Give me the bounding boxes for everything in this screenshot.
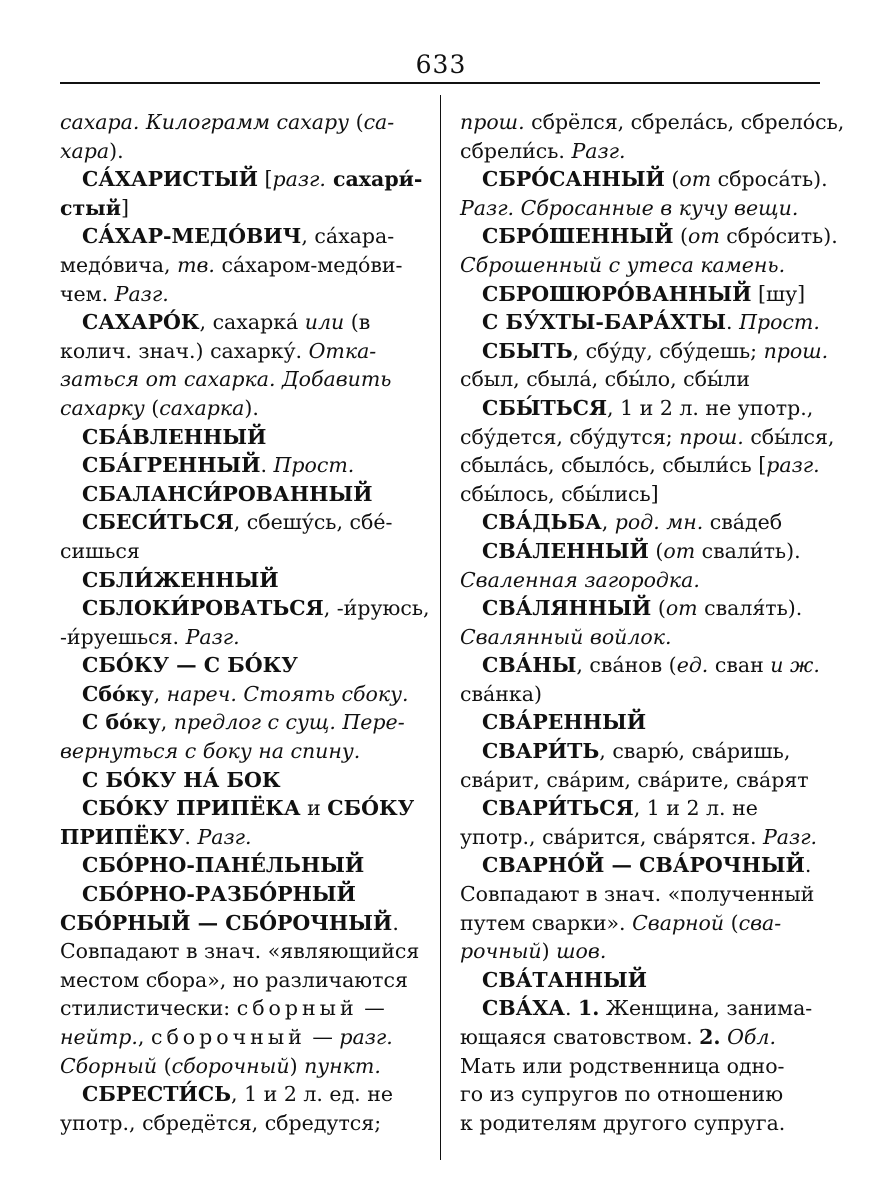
entry-text: , [153,681,167,706]
dictionary-entry [460,222,838,279]
dictionary-entry [60,708,422,765]
entry-line [460,537,820,566]
entry-text: ) [289,1053,305,1078]
headword: САХАРО́К [82,310,200,335]
label-italic: тв. [177,252,215,277]
entry-text: , -и́руюсь, [323,596,430,621]
entry-text: ( [144,395,160,420]
entry-line [60,680,422,709]
label-italic: Обл. [727,1025,776,1049]
dictionary-entry [60,880,422,909]
headword: СБЕСИ́ТЬСЯ [82,510,234,535]
label-italic: Отка- [308,338,377,363]
entry-line [460,365,820,394]
entry-line [60,823,422,852]
headword: СБО́РНО-РАЗБО́РНЫЙ [82,882,356,907]
label-italic: Разг. [571,138,626,163]
label-italic: Разг. [763,824,818,849]
headword: СБА́ГРЕННЫЙ [82,453,261,478]
dictionary-entry [60,1080,422,1137]
label-italic: шов. [556,939,607,964]
dictionary-entry [460,994,820,1137]
dictionary-entry [460,108,845,165]
headword: СБРО́ШЕННЫЙ [482,224,674,249]
entry-text: , 1 и 2 л. не употр., [607,395,814,420]
entry-text: сбыла́сь, сбыло́сь, сбыли́сь [ [460,453,767,478]
entry-text: , сбешу́сь, сбе́- [233,510,393,535]
entry-text: ( [673,224,688,249]
entry-line [460,594,820,623]
label-italic: от [663,538,696,563]
entry-text: . [564,996,578,1021]
headword: СВА́ХА [482,996,565,1021]
headword: СБА́ВЛЕННЫЙ [82,424,267,449]
entry-text: , [160,710,174,735]
headword: СА́ХАРИСТЫЙ [82,167,258,192]
entry-line [60,1052,422,1081]
entry-text: сбы́лся, [743,424,835,449]
entry-text: сва́нка) [460,681,542,706]
entry-line [460,651,820,680]
entry-line [460,508,820,537]
entry-line [460,280,820,309]
entry-line [460,337,829,366]
entry-text: (в [344,310,371,335]
entry-line [60,308,422,337]
entry-text: Мать или родственница одно- [460,1053,785,1078]
entry-line [460,851,820,880]
entry-line [460,137,820,166]
entry-line [460,623,820,652]
headword: 2. [699,1025,721,1049]
entry-line [460,1052,820,1081]
entry-line [60,937,422,966]
entry-text: , сварю́, сва́ришь, [599,739,791,764]
entry-line [460,937,820,966]
dictionary-entry [60,651,422,680]
entry-text: . [392,910,399,935]
dictionary-entry [460,851,820,965]
headword: СБРО́САННЫЙ [482,167,665,192]
headword: СБРЕСТИ́СЬ [82,1082,232,1107]
entry-line [460,966,820,995]
page-number: 633 [415,50,467,79]
entry-line [460,708,820,737]
label-italic: от [679,167,712,192]
label-italic: пункт. [304,1053,381,1078]
label-italic: сахарку [60,395,145,420]
entry-text: . [184,824,198,849]
headword: СБЛИ́ЖЕННЫЙ [82,567,279,592]
entry-line [60,766,422,795]
label-italic: предлог с сущ. Пере- [173,710,405,735]
entry-line [460,480,820,509]
label-italic: Свалянный войлок. [460,624,672,649]
headword: СВА́НЫ [482,653,577,678]
entry-line [460,880,820,909]
headword: СБО́КУ [327,796,415,821]
headword: СВАРИ́ТЬ [482,739,600,764]
entry-line [460,1080,820,1109]
label-italic: хара [60,138,110,163]
left-column [60,108,430,1137]
label-italic: сахара. Килограмм сахару [60,110,350,134]
entry-line [60,880,422,909]
entry-text: , [601,510,615,535]
entry-text: сбу́дется, сбу́дутся; [460,424,680,449]
dictionary-entry [60,680,422,709]
dictionary-entry [460,394,835,508]
label-italic: Сварной [632,910,725,935]
entry-text: сборный [236,996,358,1021]
entry-line [460,794,820,823]
entry-line [60,1080,422,1109]
dictionary-entry [460,280,820,309]
dictionary-entry [460,508,820,537]
entry-line [60,794,422,823]
entry-text: сишься [60,538,140,563]
headword: СБЫТЬ [482,338,573,363]
dictionary-entry [60,909,422,1081]
entry-line [460,1109,820,1138]
entry-text: , сбу́ду, сбу́дешь; [572,338,764,363]
label-italic: сборочный [171,1053,290,1078]
entry-text: сборочный [150,1025,306,1049]
entry-text: ( [157,1053,172,1078]
label-italic: прош. [763,338,829,363]
entry-text: ] [120,195,129,220]
label-italic: Разг. [197,824,252,849]
entry-text: , [137,1025,151,1049]
headword: СБО́КУ — С БО́КУ [82,653,298,678]
label-italic: и ж. [770,653,820,678]
label-italic: Разг. Сбросанные в кучу вещи. [460,195,799,220]
label-italic: Прост. [273,453,355,478]
dictionary-entry [60,508,422,565]
entry-line [460,394,820,423]
entry-line [60,994,422,1023]
entry-text: Совпадают в знач. «полученный [460,882,815,907]
label-italic: са- [363,110,395,134]
headword: СВА́ТАННЫЙ [482,967,648,992]
entry-text: . [804,853,812,878]
label-italic: прош. [679,424,744,449]
entry-text: ( [664,167,680,192]
entry-line [460,222,838,251]
entry-line [60,394,422,423]
label-italic: нейтр. [60,1025,138,1049]
entry-line [460,451,820,480]
dictionary-entry [60,308,422,422]
headword: СБО́РНО-ПАНЕ́ЛЬНЫЙ [82,853,365,878]
label-italic: разг. [766,453,820,478]
entry-text: , сва́нов ( [576,653,677,678]
entry-line [60,480,422,509]
dictionary-entry [60,108,422,165]
dictionary-entry [460,594,820,651]
entry-line [460,766,820,795]
entry-line [60,337,422,366]
entry-text: ( [349,110,364,134]
dictionary-entry [460,651,820,708]
entry-line [460,423,835,452]
entry-line [60,966,422,995]
entry-text: Совпадают в знач. «являющийся [60,939,420,964]
label-italic: Сваленная загородка. [460,567,700,592]
dictionary-entry [60,165,422,222]
entry-line [460,108,845,137]
dictionary-entry [60,423,422,452]
dictionary-entry [460,308,820,337]
entry-line [60,194,422,223]
headword: СБАЛАНСИ́РОВАННЫЙ [82,481,373,506]
entry-line [460,823,820,852]
entry-text: колич. знач.) сахарку́. [60,338,309,363]
dictionary-entry [60,451,422,480]
entry-line [60,909,422,938]
entry-text: сбрели́сь. [460,138,572,163]
dictionary-entry [460,337,829,394]
label-italic: Разг. [114,281,169,306]
headword: СВА́ЛЕННЫЙ [482,538,649,563]
headword: СБО́КУ ПРИПЁКА [82,796,301,821]
label-italic: от [665,596,698,621]
label-italic: нареч. Стоять сбоку. [166,681,409,706]
entry-line [60,108,422,137]
label-italic: разг. [339,1025,393,1049]
entry-line [60,165,422,194]
entry-line [460,566,820,595]
entry-text: сва́рит, сва́рим, сва́рите, сва́рят [460,767,809,792]
entry-line [60,251,422,280]
entry-text: ) [541,939,557,964]
entry-text: . [726,310,740,335]
entry-text: го из супругов по отношению [460,1082,784,1107]
entry-line [60,1109,422,1138]
label-italic: сахарка [159,395,245,420]
label-italic: Разг. [185,624,240,649]
dictionary-entry [460,537,820,594]
headword: Сбо́ку [82,681,154,706]
entry-text: ( [651,596,666,621]
entry-text: [шу] [751,281,806,306]
headword: СБРОШЮРО́ВАННЫЙ [482,281,752,306]
headword: СВА́РЕННЫЙ [482,710,647,735]
dictionary-entry [460,794,820,851]
label-italic: рочный [460,939,542,964]
entry-text: сбы́лось, сбы́лись] [460,481,659,506]
entry-text: сброса́ть). [711,167,828,192]
entry-line [60,737,422,766]
label-italic: или [304,310,345,335]
entry-text: медо́вича, [60,252,178,277]
entry-text: . [260,453,274,478]
headword: СБЫ́ТЬСЯ [482,395,608,420]
entry-text: Женщина, занима- [599,996,813,1021]
entry-text: чем. [60,281,115,306]
entry-text: сва́деб [703,510,783,535]
label-italic: заться от сахарка. Добавить [60,367,392,392]
entry-text: сбро́сить). [719,224,838,249]
headword: СВАРНО́Й — СВА́РОЧНЫЙ [482,853,805,878]
entry-line [60,708,422,737]
entry-line [60,851,422,880]
headword: СВА́ДЬБА [482,510,602,535]
entry-line [460,994,820,1023]
headword: СБО́РНЫЙ — СБО́РОЧНЫЙ [60,910,393,935]
label-italic: род. мн. [614,510,704,535]
label-italic: от [687,224,720,249]
dictionary-entry [460,737,820,794]
entry-line [60,451,422,480]
headword: СБЛОКИ́РОВАТЬСЯ [82,596,324,621]
entry-text: , сахарка́ [199,310,305,335]
dictionary-entry [60,222,422,308]
entry-line [60,651,422,680]
dictionary-entry [60,594,430,651]
entry-line [60,423,422,452]
entry-text: ( [648,538,664,563]
entry-line [60,623,422,652]
entry-line [60,594,430,623]
entry-text: и [300,796,328,821]
dictionary-entry [60,794,422,851]
entry-line [60,222,422,251]
entry-text: ющаяся сватовством. [460,1025,700,1049]
headword: стый [60,195,121,220]
entry-line [460,165,828,194]
label-italic: Сборный [60,1053,158,1078]
entry-text: са́харом-медо́ви- [214,252,403,277]
label-italic: вернуться с боку на спину. [60,739,361,764]
entry-text: ). [109,138,124,163]
entry-text: — [357,996,385,1021]
entry-text: местом сбора», но различаются [60,967,408,992]
entry-text: сван [708,653,771,678]
column-divider [440,95,441,1160]
entry-text: употр., сва́рится, сва́рятся. [460,824,763,849]
entry-text: — [305,1025,340,1049]
entry-text: , са́хара- [301,224,395,249]
header-rule [60,82,820,84]
entry-text: сбыл, сбыла́, сбы́ло, сбы́ли [460,367,750,392]
dictionary-entry [60,766,422,795]
entry-text: стилистически: [60,996,237,1021]
entry-line [460,251,820,280]
headword: СВАРИ́ТЬСЯ [482,796,634,821]
entry-text: сваля́ть). [697,596,803,621]
entry-line [60,365,422,394]
entry-line [460,737,820,766]
entry-line [60,1023,422,1052]
entry-text: употр., сбредётся, сбредутся; [60,1110,382,1135]
headword: С бо́ку [82,710,161,735]
dictionary-entry [60,480,422,509]
entry-line [460,308,820,337]
label-italic: сва- [738,910,782,935]
label-italic: Сброшенный с утеса камень. [460,252,786,277]
headword: С БО́КУ НА́ БОК [82,767,281,792]
entry-line [60,280,422,309]
headword: С БУ́ХТЫ-БАРА́ХТЫ [482,310,727,335]
entry-line [60,508,422,537]
entry-line [60,566,422,595]
label-italic: Прост. [739,310,820,335]
label-italic: прош. [460,110,525,134]
entry-text: -и́руешься. [60,624,186,649]
headword: СВА́ЛЯННЫЙ [482,596,652,621]
entry-line [460,680,820,709]
dictionary-entry [460,165,828,222]
entry-line [460,1023,820,1052]
entry-text: путем сварки». [460,910,633,935]
dictionary-entry [60,566,422,595]
headword: ПРИПЁКУ [60,824,185,849]
entry-line [60,137,422,166]
headword: сахари́- [325,167,423,192]
headword: 1. [578,996,600,1021]
entry-text: ( [724,910,739,935]
entry-text: [ [257,167,273,192]
entry-text: сбрёлся, сбрела́сь, сбрело́сь, [524,110,845,134]
headword: СА́ХАР-МЕДО́ВИЧ [82,224,302,249]
entry-line [460,909,820,938]
entry-line [460,194,820,223]
dictionary-entry [460,966,820,995]
entry-text: , 1 и 2 л. ед. не [231,1082,394,1107]
entry-text: свали́ть). [695,538,801,563]
dictionary-entry [460,708,820,737]
label-italic: ед. [676,653,709,678]
label-italic: разг. [272,167,326,192]
dictionary-entry [60,851,422,880]
right-column [460,108,845,1137]
entry-text: к родителям другого супруга. [460,1110,786,1135]
entry-text: ). [244,395,259,420]
entry-line [60,537,422,566]
entry-text: , 1 и 2 л. не [633,796,758,821]
